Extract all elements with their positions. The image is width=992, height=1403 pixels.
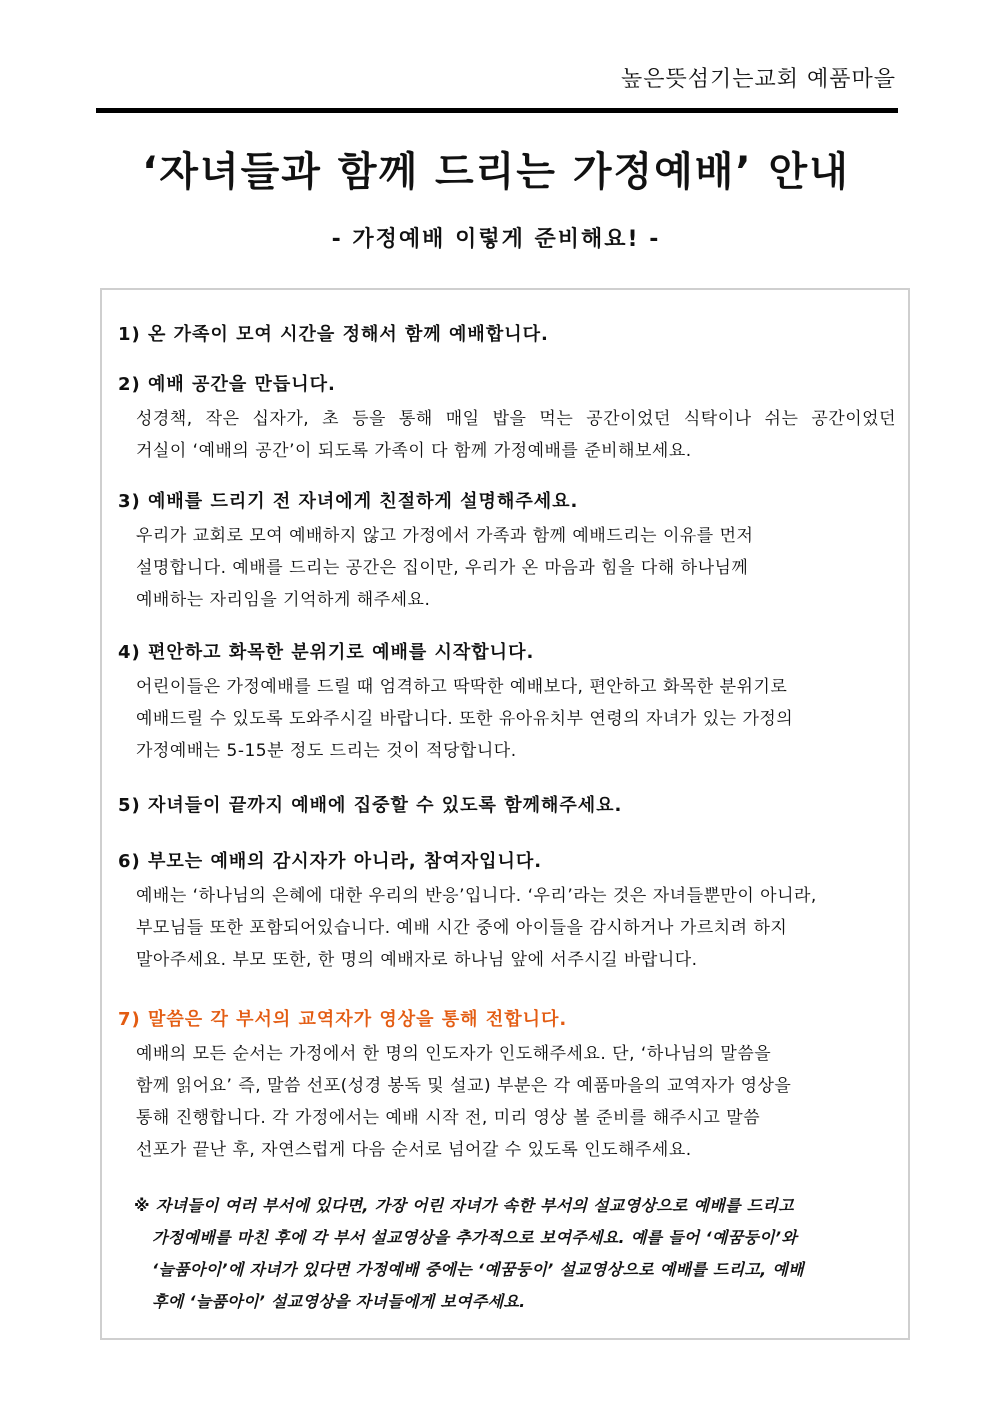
- footnote: [134, 1190, 874, 1318]
- item-heading-highlight: 7) 말씀은 각 부서의 교역자가 영상을 통해 전합니다.: [118, 1009, 568, 1030]
- body-line: 선포가 끝난 후, 자연스럽게 다음 순서로 넘어갈 수 있도록 인도해주세요.: [136, 1140, 692, 1160]
- guide-item-5: [118, 794, 896, 818]
- item-heading: 6) 부모는 예배의 감시자가 아니라, 참여자입니다.: [118, 851, 543, 872]
- body-line: 설명합니다. 예배를 드리는 공간은 집이만, 우리가 온 마음과 힘을 다해 하나님께: [136, 558, 749, 578]
- body-line: 우리가 교회로 모여 예배하지 않고 가정에서 가족과 함께 예배드리는 이유를 먼저: [136, 526, 754, 546]
- item-body: [118, 880, 896, 976]
- body-line: 가정예배는 5-15분 정도 드리는 것이 적당합니다.: [136, 741, 517, 761]
- note-line: 후에 ‘늘품아이’ 설교영상을 자녀들에게 보여주세요.: [152, 1292, 526, 1311]
- guide-item-4: [118, 641, 896, 767]
- page-title: ‘자녀들과 함께 드리는 가정예배’ 안내: [142, 149, 850, 195]
- body-line: 예배하는 자리임을 기억하게 해주세요.: [136, 590, 431, 610]
- guide-item-1: [118, 323, 896, 347]
- item-body: [118, 403, 896, 467]
- guide-item-6: [118, 850, 896, 976]
- body-line: 예배는 ‘하나님의 은혜에 대한 우리의 반응’입니다. ‘우리’라는 것은 자녀들뿐만이 아니라,: [136, 886, 817, 906]
- body-line: 부모님들 또한 포함되어있습니다. 예배 시간 중에 아이들을 감시하거나 가르치려 하지: [136, 918, 788, 938]
- item-body: [118, 520, 896, 616]
- item-body: [118, 1038, 896, 1166]
- item-heading: 3) 예배를 드리기 전 자녀에게 친절하게 설명해주세요.: [118, 491, 579, 512]
- body-line: 함께 읽어요’ 즉, 말씀 선포(성경 봉독 및 설교) 부분은 각 예품마을의 교역자가 영상을: [136, 1076, 792, 1096]
- body-line: 성경책, 작은 십자가, 초 등을 통해 매일 밥을 먹는 공간이었던 식탁이나 쉬는 공간이었던: [136, 409, 896, 429]
- guide-item-3: [118, 490, 896, 616]
- note-line: 가정예배를 마친 후에 각 부서 설교영상을 추가적으로 보여주세요. 예를 들어 ‘예꿈둥이’와: [152, 1228, 798, 1247]
- body-line: 통해 진행합니다. 각 가정에서는 예배 시작 전, 미리 영상 볼 준비를 해주시고 말씀: [136, 1108, 761, 1128]
- item-heading: 2) 예배 공간을 만듭니다.: [118, 374, 336, 395]
- item-heading: 4) 편안하고 화목한 분위기로 예배를 시작합니다.: [118, 642, 535, 663]
- guide-item-2: [118, 373, 896, 467]
- body-line: 예배드릴 수 있도록 도와주시길 바랍니다. 또한 유아유치부 연령의 자녀가 있는 가정의: [136, 709, 794, 729]
- note-line: ※ 자녀들이 여러 부서에 있다면, 가장 어린 자녀가 속한 부서의 설교영상으로 예배를 드리고: [134, 1196, 794, 1215]
- body-line: 말아주세요. 부모 또한, 한 명의 예배자로 하나님 앞에 서주시길 바랍니다.: [136, 950, 698, 970]
- page-subtitle: - 가정예배 이렇게 준비해요! -: [331, 227, 661, 252]
- item-heading: 1) 온 가족이 모여 시간을 정해서 함께 예배합니다.: [118, 324, 549, 345]
- item-heading: 5) 자녀들이 끝까지 예배에 집중할 수 있도록 함께해주세요.: [118, 795, 623, 816]
- church-name: 높은뜻섬기는교회 예품마을: [620, 67, 896, 92]
- body-line: 예배의 모든 순서는 가정에서 한 명의 인도자가 인도해주세요. 단, ‘하나님의 말씀을: [136, 1044, 772, 1064]
- item-body: [118, 671, 896, 767]
- note-line: ‘늘품아이’에 자녀가 있다면 가정예배 중에는 ‘예꿈둥이’ 설교영상으로 예배를 드리고, 예배: [152, 1260, 804, 1279]
- guide-item-7: [118, 1008, 896, 1166]
- header-rule: [96, 108, 898, 113]
- body-line: 거실이 ‘예배의 공간’이 되도록 가족이 다 함께 가정예배를 준비해보세요.: [136, 441, 692, 461]
- body-line: 어린이들은 가정예배를 드릴 때 엄격하고 딱딱한 예배보다, 편안하고 화목한 분위기로: [136, 677, 788, 697]
